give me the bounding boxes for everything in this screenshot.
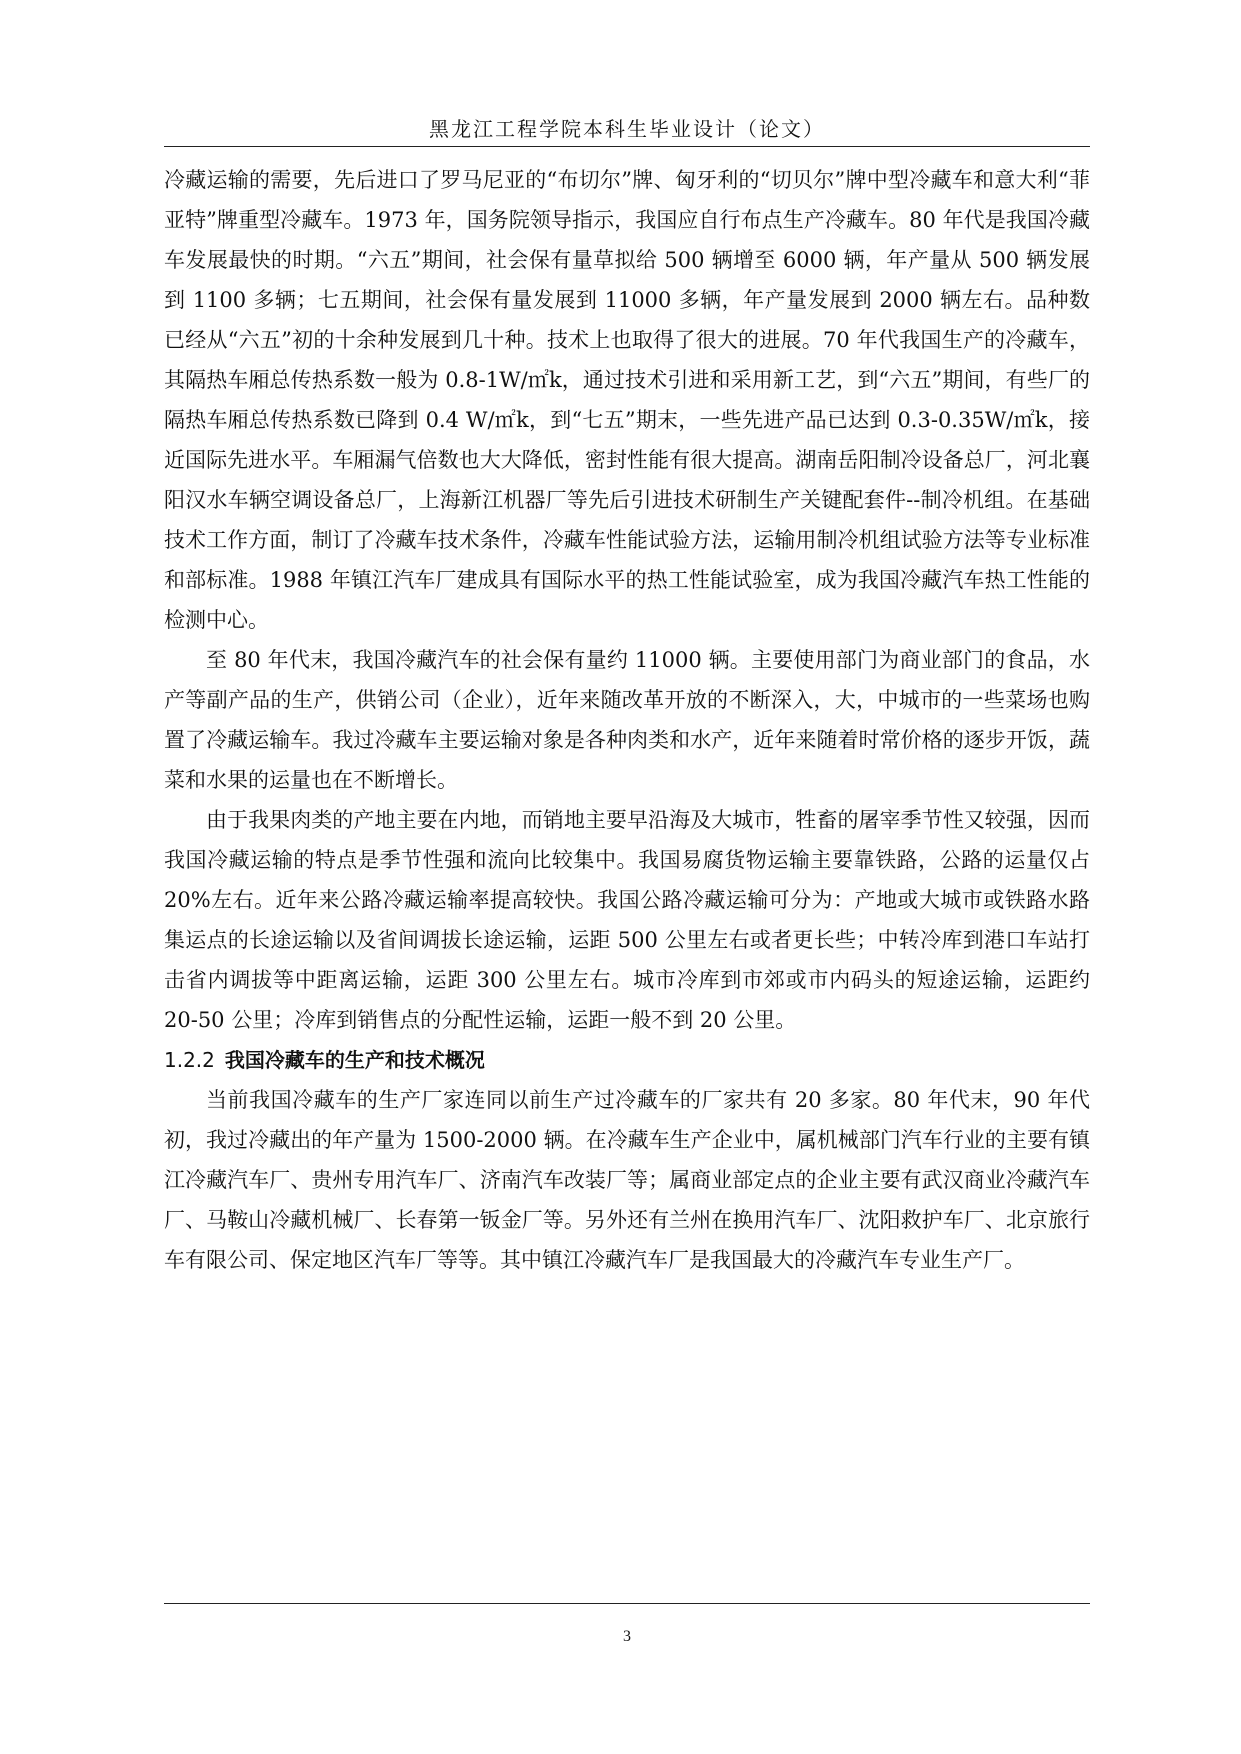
footer-divider [164,1603,1090,1604]
section-number: 1.2.2 [164,1048,215,1072]
paragraph: 至 80 年代末，我国冷藏汽车的社会保有量约 11000 辆。主要使用部门为商业部门的食品，水产等副产品的生产，供销公司（企业），近年来随改革开放的不断深入，大，中城市的一些菜场也购置了冷藏运输车。我过冷藏车主要运输对象是各种肉类和水产，近年来随着时常价格的逐步开饭，蔬菜和水果的运量也在不断增长。 [164,648,1090,792]
header-divider [164,146,1090,147]
section-title: 我国冷藏车的生产和技术概况 [224,1048,485,1072]
body-text [164,160,1090,1280]
page-header-title: 黑龙江工程学院本科生毕业设计（论文） [429,117,825,141]
page-number: 3 [623,1628,631,1645]
section-heading [164,1040,1090,1080]
paragraph-continued: 冷藏运输的需要，先后进口了罗马尼亚的“布切尔”牌、匈牙利的“切贝尔”牌中型冷藏车和意大利“菲亚特”牌重型冷藏车。1973 年，国务院领导指示，我国应自行布点生产冷藏车。80 年代是我国冷藏车发展最快的时期。“六五”期间，社会保有量草拟给 500 辆增至 6000 辆，年产量从 500 辆发展到 1100 多辆；七五期间，社会保有量发展到 11000 多辆，年产量发展到 2000 辆左右。品种数已经从“六五”初的十余种发展到几十种。技术上也取得了很大的进展。70 年代我国生产的冷藏车，其隔热车厢总传热系数一般为 0.8-1W/㎡k，通过技术引进和采用新工艺，到“六五”期间，有些厂的隔热车厢总传热系数已降到 0.4 W/㎡k，到“七五”期末，一些先进产品已达到 0.3-0.35W/㎡k，接近国际先进水平。车厢漏气倍数也大大降低，密封性能有很大提高。湖南岳阳制冷设备总厂，河北襄阳汉水车辆空调设备总厂，上海新江机器厂等先后引进技术研制生产关键配套件--制冷机组。在基础技术工作方面，制订了冷藏车技术条件，冷藏车性能试验方法，运输用制冷机组试验方法等专业标准和部标准。1988 年镇江汽车厂建成具有国际水平的热工性能试验室，成为我国冷藏汽车热工性能的检测中心。 [164,168,1090,632]
paragraph: 当前我国冷藏车的生产厂家连同以前生产过冷藏车的厂家共有 20 多家。80 年代末，90 年代初，我过冷藏出的年产量为 1500-2000 辆。在冷藏车生产企业中，属机械部门汽车行业的主要有镇江冷藏汽车厂、贵州专用汽车厂、济南汽车改装厂等；属商业部定点的企业主要有武汉商业冷藏汽车厂、马鞍山冷藏机械厂、长春第一钣金厂等。另外还有兰州在换用汽车厂、沈阳救护车厂、北京旅行车有限公司、保定地区汽车厂等等。其中镇江冷藏汽车厂是我国最大的冷藏汽车专业生产厂。 [164,1088,1090,1272]
paragraph: 由于我果肉类的产地主要在内地，而销地主要早沿海及大城市，牲畜的屠宰季节性又较强，因而我国冷藏运输的特点是季节性强和流向比较集中。我国易腐货物运输主要靠铁路，公路的运量仅占 20%左右。近年来公路冷藏运输率提高较快。我国公路冷藏运输可分为：产地或大城市或铁路水路集运点的长途运输以及省间调拔长途运输，运距 500 公里左右或者更长些；中转冷库到港口车站打击省内调拔等中距离运输，运距 300 公里左右。城市冷库到市郊或市内码头的短途运输，运距约 20-50 公里；冷库到销售点的分配性运输，运距一般不到 20 公里。 [164,808,1090,1032]
